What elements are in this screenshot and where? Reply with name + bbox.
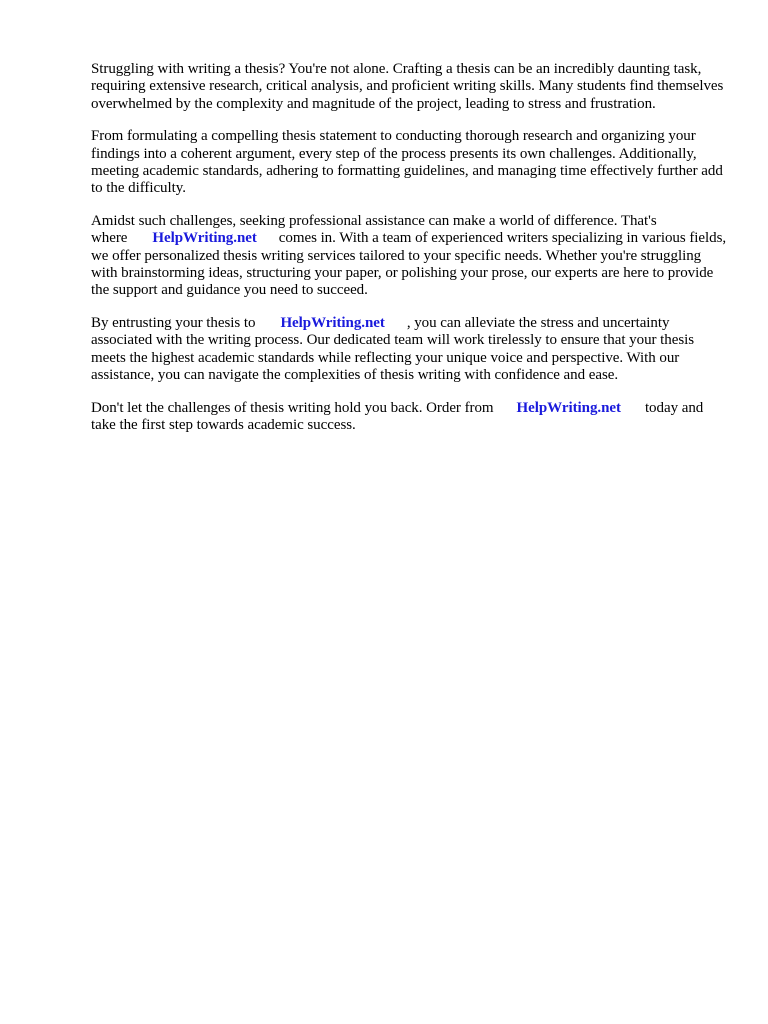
paragraph-call-to-action [91,400,727,435]
paragraph-challenges: From formulating a compelling thesis statement to conducting thorough research and organizing your findings into a coherent argument, every step of the process presents its own challenges. Additionally, meeting academic standards, adhering to formatting guidelines, and managing time effectively further add to the difficulty. [91,128,723,197]
helpwriting-link[interactable]: HelpWriting.net [516,399,621,416]
paragraph-entrusting-rest: , you can alleviate the stress and uncertainty associated with the writing process. Our dedicated team will work tirelessly to ensure that your thesis meets the highest academic standards while reflecting your unique voice and perspective. With our assistance, you can navigate the complexities of thesis writing with confidence and ease. [91,314,695,384]
paragraph-assistance-lead: Amidst such challenges, seeking professional assistance can make a world of difference. That's where [91,212,657,247]
helpwriting-link[interactable]: HelpWriting.net [152,230,257,247]
paragraph-entrusting-lead: By entrusting your thesis to [91,314,256,331]
paragraph-assistance [91,213,727,300]
paragraph-assistance-rest: comes in. With a team of experienced writers specializing in various fields, we offer personalized thesis writing services tailored to your specific needs. Whether you're struggling with brainstorming ideas, structuring your paper, or polishing your prose, our experts are here to provide the support and guidance you need to succeed. [91,230,727,299]
helpwriting-link[interactable]: HelpWriting.net [280,314,385,331]
document-body [91,61,727,449]
paragraph-entrusting [91,315,727,385]
paragraph-cta-lead: Don't let the challenges of thesis writing hold you back. Order from [91,399,494,416]
paragraph-intro: Struggling with writing a thesis? You're not alone. Crafting a thesis can be an incredibly daunting task, requiring extensive research, critical analysis, and proficient writing skills. Many students find themselves overwhelmed by the complexity and magnitude of the project, leading to stress and frustration. [91,61,724,112]
paragraph-cta-rest: today and take the first step towards academic success. [91,399,704,433]
